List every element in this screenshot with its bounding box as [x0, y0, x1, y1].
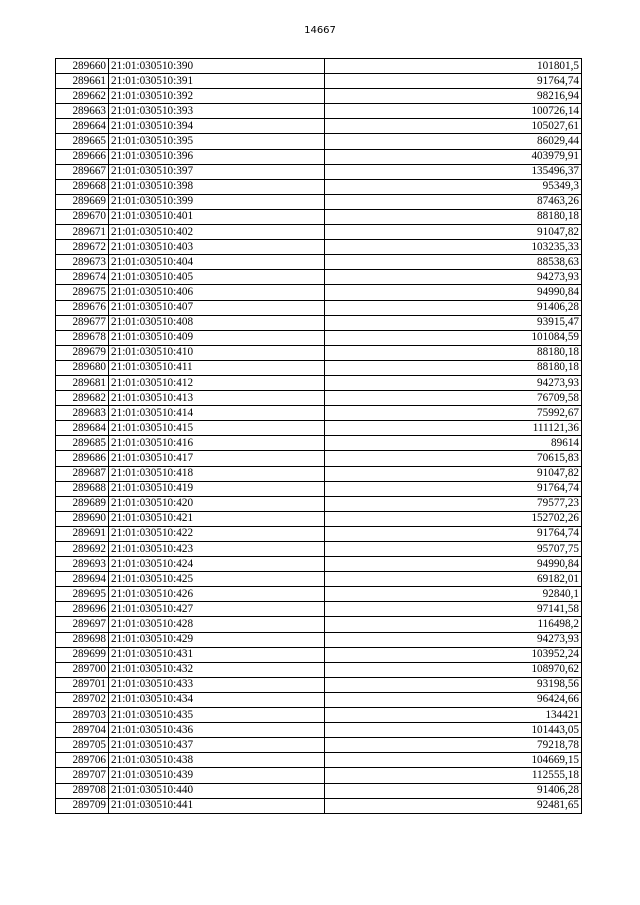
cadastral-number-cell: 21:01:030510:435 [109, 708, 325, 723]
cadastral-number-cell: 21:01:030510:412 [109, 375, 325, 390]
cadastral-number-cell: 21:01:030510:423 [109, 542, 325, 557]
cadastral-number-cell: 21:01:030510:437 [109, 738, 325, 753]
cadastral-number-cell: 21:01:030510:415 [109, 421, 325, 436]
value-cell: 91406,28 [325, 783, 582, 798]
value-cell: 92481,65 [325, 798, 582, 813]
table-row [56, 617, 582, 632]
table-row [56, 647, 582, 662]
table-row [56, 542, 582, 557]
cadastral-number-cell: 21:01:030510:441 [109, 798, 325, 813]
value-cell: 116498,2 [325, 617, 582, 632]
cadastral-number-cell: 21:01:030510:396 [109, 149, 325, 164]
registry-table-body [56, 59, 582, 814]
table-row [56, 451, 582, 466]
value-cell: 152702,26 [325, 511, 582, 526]
table-row [56, 134, 582, 149]
row-number-cell: 289669 [56, 194, 109, 209]
table-row [56, 194, 582, 209]
table-row [56, 496, 582, 511]
row-number-cell: 289689 [56, 496, 109, 511]
row-number-cell: 289700 [56, 662, 109, 677]
table-row [56, 315, 582, 330]
registry-table [55, 58, 582, 814]
table-row [56, 481, 582, 496]
table-row [56, 572, 582, 587]
cadastral-number-cell: 21:01:030510:432 [109, 662, 325, 677]
cadastral-number-cell: 21:01:030510:427 [109, 602, 325, 617]
cadastral-number-cell: 21:01:030510:438 [109, 753, 325, 768]
table-row [56, 798, 582, 813]
row-number-cell: 289696 [56, 602, 109, 617]
cadastral-number-cell: 21:01:030510:420 [109, 496, 325, 511]
row-number-cell: 289702 [56, 692, 109, 707]
cadastral-number-cell: 21:01:030510:407 [109, 300, 325, 315]
value-cell: 94990,84 [325, 557, 582, 572]
value-cell: 79577,23 [325, 496, 582, 511]
row-number-cell: 289704 [56, 723, 109, 738]
cadastral-number-cell: 21:01:030510:431 [109, 647, 325, 662]
value-cell: 101801,5 [325, 59, 582, 74]
value-cell: 108970,62 [325, 662, 582, 677]
cadastral-number-cell: 21:01:030510:405 [109, 270, 325, 285]
cadastral-number-cell: 21:01:030510:408 [109, 315, 325, 330]
cadastral-number-cell: 21:01:030510:440 [109, 783, 325, 798]
value-cell: 403979,91 [325, 149, 582, 164]
cadastral-number-cell: 21:01:030510:404 [109, 255, 325, 270]
table-row [56, 300, 582, 315]
value-cell: 75992,67 [325, 406, 582, 421]
cadastral-number-cell: 21:01:030510:421 [109, 511, 325, 526]
row-number-cell: 289664 [56, 119, 109, 134]
page-number: 14667 [304, 25, 336, 36]
cadastral-number-cell: 21:01:030510:428 [109, 617, 325, 632]
cadastral-number-cell: 21:01:030510:401 [109, 209, 325, 224]
cadastral-number-cell: 21:01:030510:406 [109, 285, 325, 300]
value-cell: 100726,14 [325, 104, 582, 119]
value-cell: 101084,59 [325, 330, 582, 345]
cadastral-number-cell: 21:01:030510:426 [109, 587, 325, 602]
row-number-cell: 289670 [56, 209, 109, 224]
value-cell: 97141,58 [325, 602, 582, 617]
table-row [56, 677, 582, 692]
cadastral-number-cell: 21:01:030510:414 [109, 406, 325, 421]
row-number-cell: 289680 [56, 360, 109, 375]
value-cell: 93198,56 [325, 677, 582, 692]
cadastral-number-cell: 21:01:030510:392 [109, 89, 325, 104]
value-cell: 96424,66 [325, 692, 582, 707]
value-cell: 105027,61 [325, 119, 582, 134]
cadastral-number-cell: 21:01:030510:434 [109, 692, 325, 707]
table-row [56, 225, 582, 240]
cadastral-number-cell: 21:01:030510:418 [109, 466, 325, 481]
value-cell: 91047,82 [325, 466, 582, 481]
row-number-cell: 289676 [56, 300, 109, 315]
value-cell: 87463,26 [325, 194, 582, 209]
value-cell: 91047,82 [325, 225, 582, 240]
table-row [56, 557, 582, 572]
row-number-cell: 289666 [56, 149, 109, 164]
value-cell: 88180,18 [325, 345, 582, 360]
value-cell: 88538,63 [325, 255, 582, 270]
row-number-cell: 289690 [56, 511, 109, 526]
cadastral-number-cell: 21:01:030510:390 [109, 59, 325, 74]
table-row [56, 421, 582, 436]
table-row [56, 406, 582, 421]
value-cell: 91764,74 [325, 74, 582, 89]
table-row [56, 602, 582, 617]
cadastral-number-cell: 21:01:030510:409 [109, 330, 325, 345]
row-number-cell: 289673 [56, 255, 109, 270]
table-row [56, 285, 582, 300]
row-number-cell: 289706 [56, 753, 109, 768]
cadastral-number-cell: 21:01:030510:416 [109, 436, 325, 451]
cadastral-number-cell: 21:01:030510:410 [109, 345, 325, 360]
cadastral-number-cell: 21:01:030510:399 [109, 194, 325, 209]
row-number-cell: 289695 [56, 587, 109, 602]
value-cell: 70615,83 [325, 451, 582, 466]
value-cell: 95349,3 [325, 179, 582, 194]
value-cell: 91764,74 [325, 526, 582, 541]
table-row [56, 723, 582, 738]
value-cell: 92840,1 [325, 587, 582, 602]
table-row [56, 255, 582, 270]
cadastral-number-cell: 21:01:030510:393 [109, 104, 325, 119]
row-number-cell: 289685 [56, 436, 109, 451]
table-row [56, 466, 582, 481]
value-cell: 91406,28 [325, 300, 582, 315]
value-cell: 88180,18 [325, 360, 582, 375]
table-row [56, 738, 582, 753]
cadastral-number-cell: 21:01:030510:403 [109, 240, 325, 255]
value-cell: 134421 [325, 708, 582, 723]
row-number-cell: 289683 [56, 406, 109, 421]
row-number-cell: 289665 [56, 134, 109, 149]
table-row [56, 511, 582, 526]
cadastral-number-cell: 21:01:030510:436 [109, 723, 325, 738]
cadastral-number-cell: 21:01:030510:419 [109, 481, 325, 496]
value-cell: 94273,93 [325, 632, 582, 647]
cadastral-number-cell: 21:01:030510:411 [109, 360, 325, 375]
table-row [56, 692, 582, 707]
row-number-cell: 289679 [56, 345, 109, 360]
value-cell: 94273,93 [325, 375, 582, 390]
table-row [56, 360, 582, 375]
value-cell: 69182,01 [325, 572, 582, 587]
row-number-cell: 289687 [56, 466, 109, 481]
cadastral-number-cell: 21:01:030510:439 [109, 768, 325, 783]
row-number-cell: 289708 [56, 783, 109, 798]
row-number-cell: 289709 [56, 798, 109, 813]
row-number-cell: 289661 [56, 74, 109, 89]
row-number-cell: 289681 [56, 375, 109, 390]
table-row [56, 753, 582, 768]
value-cell: 112555,18 [325, 768, 582, 783]
cadastral-number-cell: 21:01:030510:402 [109, 225, 325, 240]
value-cell: 94273,93 [325, 270, 582, 285]
cadastral-number-cell: 21:01:030510:397 [109, 164, 325, 179]
row-number-cell: 289674 [56, 270, 109, 285]
value-cell: 89614 [325, 436, 582, 451]
table-row [56, 270, 582, 285]
row-number-cell: 289703 [56, 708, 109, 723]
row-number-cell: 289667 [56, 164, 109, 179]
value-cell: 101443,05 [325, 723, 582, 738]
table-row [56, 345, 582, 360]
table-row [56, 164, 582, 179]
row-number-cell: 289671 [56, 225, 109, 240]
table-row [56, 330, 582, 345]
row-number-cell: 289693 [56, 557, 109, 572]
value-cell: 103235,33 [325, 240, 582, 255]
table-row [56, 59, 582, 74]
table-row [56, 179, 582, 194]
value-cell: 95707,75 [325, 542, 582, 557]
cadastral-number-cell: 21:01:030510:429 [109, 632, 325, 647]
value-cell: 86029,44 [325, 134, 582, 149]
table-row [56, 632, 582, 647]
value-cell: 93915,47 [325, 315, 582, 330]
row-number-cell: 289697 [56, 617, 109, 632]
cadastral-number-cell: 21:01:030510:391 [109, 74, 325, 89]
row-number-cell: 289688 [56, 481, 109, 496]
table-row [56, 209, 582, 224]
row-number-cell: 289668 [56, 179, 109, 194]
row-number-cell: 289701 [56, 677, 109, 692]
row-number-cell: 289694 [56, 572, 109, 587]
table-row [56, 526, 582, 541]
table-row [56, 662, 582, 677]
cadastral-number-cell: 21:01:030510:395 [109, 134, 325, 149]
row-number-cell: 289698 [56, 632, 109, 647]
row-number-cell: 289682 [56, 391, 109, 406]
row-number-cell: 289678 [56, 330, 109, 345]
row-number-cell: 289691 [56, 526, 109, 541]
cadastral-number-cell: 21:01:030510:417 [109, 451, 325, 466]
cadastral-number-cell: 21:01:030510:433 [109, 677, 325, 692]
table-row [56, 587, 582, 602]
row-number-cell: 289672 [56, 240, 109, 255]
row-number-cell: 289692 [56, 542, 109, 557]
row-number-cell: 289705 [56, 738, 109, 753]
cadastral-number-cell: 21:01:030510:394 [109, 119, 325, 134]
value-cell: 103952,24 [325, 647, 582, 662]
table-row [56, 391, 582, 406]
row-number-cell: 289660 [56, 59, 109, 74]
row-number-cell: 289662 [56, 89, 109, 104]
value-cell: 104669,15 [325, 753, 582, 768]
table-row [56, 74, 582, 89]
value-cell: 76709,58 [325, 391, 582, 406]
table-row [56, 708, 582, 723]
row-number-cell: 289663 [56, 104, 109, 119]
value-cell: 135496,37 [325, 164, 582, 179]
table-row [56, 89, 582, 104]
value-cell: 98216,94 [325, 89, 582, 104]
table-row [56, 119, 582, 134]
table-row [56, 104, 582, 119]
row-number-cell: 289675 [56, 285, 109, 300]
row-number-cell: 289686 [56, 451, 109, 466]
value-cell: 111121,36 [325, 421, 582, 436]
cadastral-number-cell: 21:01:030510:398 [109, 179, 325, 194]
value-cell: 91764,74 [325, 481, 582, 496]
value-cell: 94990,84 [325, 285, 582, 300]
cadastral-number-cell: 21:01:030510:413 [109, 391, 325, 406]
row-number-cell: 289699 [56, 647, 109, 662]
table-row [56, 436, 582, 451]
cadastral-number-cell: 21:01:030510:424 [109, 557, 325, 572]
cadastral-number-cell: 21:01:030510:425 [109, 572, 325, 587]
row-number-cell: 289677 [56, 315, 109, 330]
cadastral-number-cell: 21:01:030510:422 [109, 526, 325, 541]
row-number-cell: 289684 [56, 421, 109, 436]
table-row [56, 149, 582, 164]
row-number-cell: 289707 [56, 768, 109, 783]
table-row [56, 783, 582, 798]
table-row [56, 240, 582, 255]
value-cell: 79218,78 [325, 738, 582, 753]
table-row [56, 768, 582, 783]
value-cell: 88180,18 [325, 209, 582, 224]
table-row [56, 375, 582, 390]
